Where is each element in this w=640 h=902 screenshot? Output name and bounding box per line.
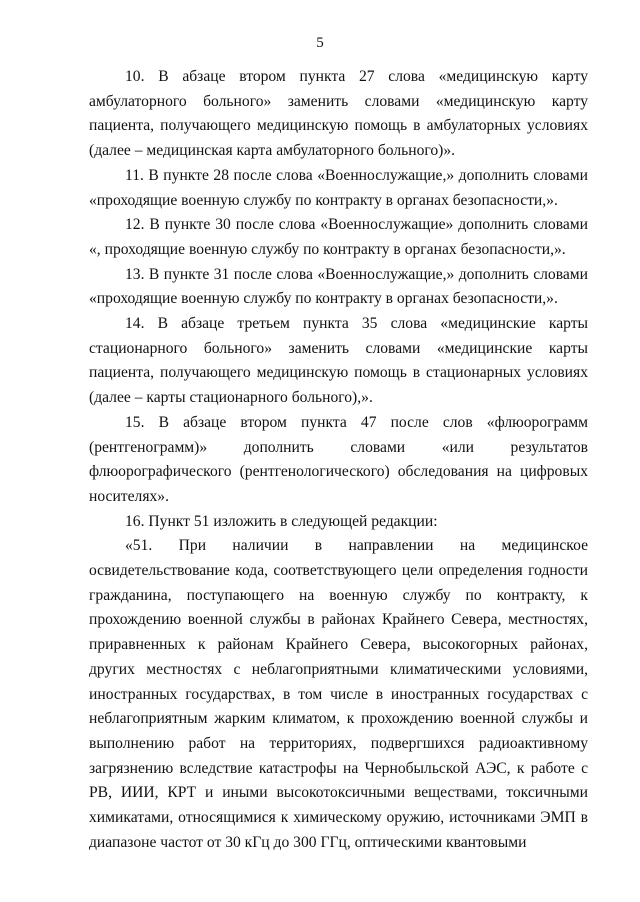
paragraph-item-10: 10. В абзаце втором пункта 27 слова «медицинскую карту амбулаторного больного» заменить словами «медицинскую карту пациента, получающего медицинскую помощь в амбулаторных условиях (далее – медицинская карта амбулаторного больного)». xyxy=(89,68,588,160)
document-body xyxy=(89,65,588,856)
page-number: 5 xyxy=(316,35,324,51)
paragraph-item-13: 13. В пункте 31 после слова «Военнослужащие,» дополнить словами «проходящие военную службу по контракту в органах безопасности,». xyxy=(89,265,588,308)
paragraph-item-12: 12. В пункте 30 после слова «Военнослужащие» дополнить словами «, проходящие военную службу по контракту в органах безопасности,». xyxy=(89,216,588,258)
paragraph-item-14: 14. В абзаце третьем пункта 35 слова «медицинские карты стационарного больного» заменить словами «медицинские карты пациента, получающего медицинскую помощь в стационарных условиях (далее – карты стационарного больного),». xyxy=(89,315,588,407)
paragraph-item-11: 11. В пункте 28 после слова «Военнослужащие,» дополнить словами «проходящие военную службу по контракту в органах безопасности,». xyxy=(89,166,588,209)
quoted-paragraph-51: «51. При наличии в направлении на медицинское освидетельствование кода, соответствующего цели определения годности гражданина, поступающего на военную службу по контракту, к прохождению военной службы в районах Крайнего Севера, местностях, приравненных к районам Крайнего Севера, высокогорных районах, других местностях с неблагоприятными климатическими условиями, иностранных государствах, в том числе в иностранных государствах с неблагоприятным жарким климатом, к прохождению военной службы и выполнению работ на территориях, подвергшихся радиоактивному загрязнению вследствие катастрофы на Чернобыльской АЭС, к работе с РВ, ИИИ, КРТ и иными высокотоксичными веществами, токсичными химикатами, относящимися к химическому оружию, источниками ЭМП в диапазоне частот от 30 кГц до 300 ГГц, оптическими квантовыми xyxy=(89,537,588,851)
paragraph-item-15: 15. В абзаце втором пункта 47 после слов «флюорограмм (рентгенограмм)» дополнить словами «или результатов флюорографического (рентгенологического) обследования на цифровых носителях». xyxy=(89,413,588,505)
paragraph-item-16: 16. Пункт 51 изложить в следующей редакции: xyxy=(125,512,438,530)
